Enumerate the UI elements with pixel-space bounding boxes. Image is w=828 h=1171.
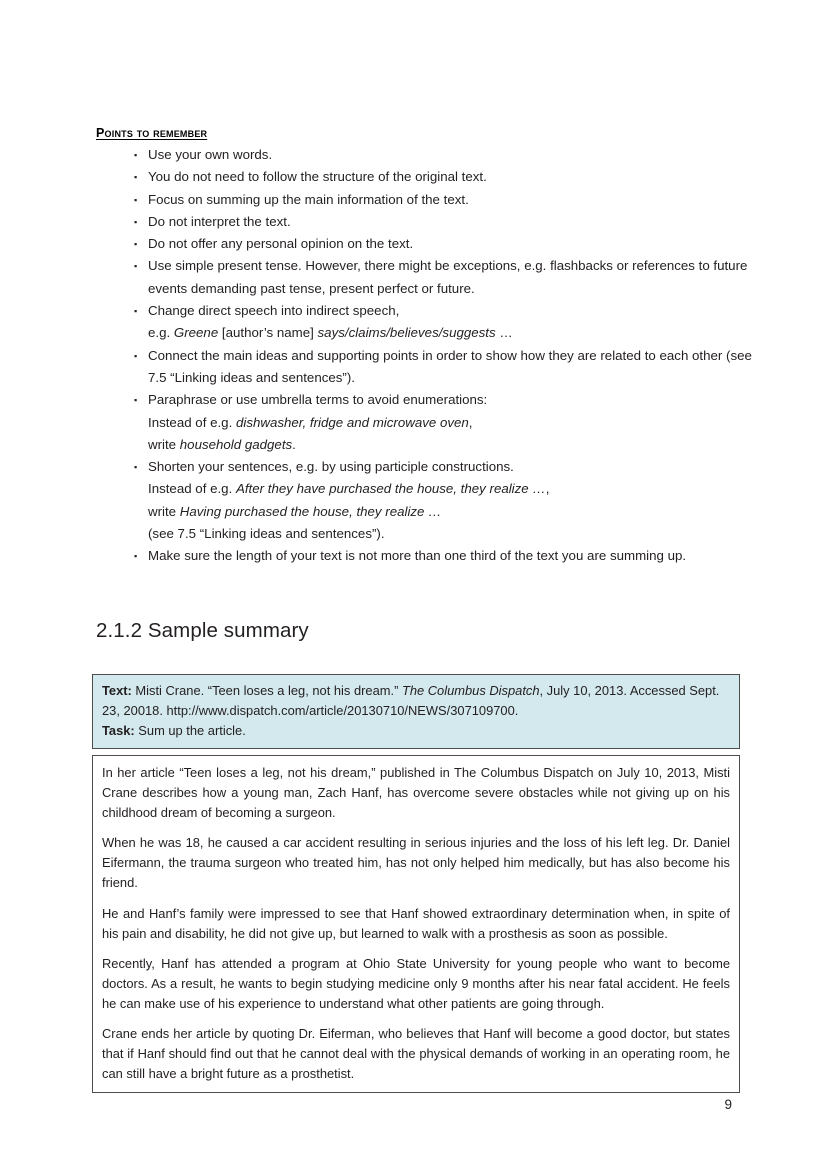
list-item-line: Change direct speech into indirect speech, [148,303,400,319]
square-bullet-icon: ▪ [134,350,138,361]
square-bullet-icon: ▪ [134,395,138,406]
task-box-line: Text: Misti Crane. “Teen loses a leg, not his dream.” The Columbus Dispatch, July 10, 2013. Accessed Sept. 23, 20018. http://www.dispatch.com/article/20130710/NEWS/307109700. [102,683,720,718]
list-item-line: You do not need to follow the structure of the original text. [148,169,487,185]
square-bullet-icon: ▪ [134,306,138,317]
square-bullet-icon: ▪ [134,216,138,227]
square-bullet-icon: ▪ [134,551,138,562]
list-item-line: Use your own words. [148,147,273,162]
list-item-line: e.g. Greene [author’s name] says/claims/believes/suggests … [148,325,513,341]
square-bullet-icon: ▪ [134,194,138,205]
summary-paragraph: Recently, Hanf has attended a program at Ohio State University for young people who want to become doctors. As a result, he wants to begin studying medicine only 9 months after his near fatal accident. He feels he can make use of his experience to understand what other patients are going through. [102,955,730,1011]
list-item-line: Shorten your sentences, e.g. by using participle constructions. [148,459,514,475]
task-box-line: Task: Sum up the article. [102,723,246,738]
list-item [96,189,756,211]
list-item-line: write Having purchased the house, they realize … [148,503,442,519]
square-bullet-icon: ▪ [134,239,138,250]
page-title: 2.1.2 Sample summary [96,619,309,642]
summary-paragraph: He and Hanf’s family were impressed to see that Hanf showed extraordinary determination when, in spite of his pain and disability, he did not give up, but learned to walk with a prosthesis as soon as possible. [102,905,730,941]
list-item-line: Make sure the length of your text is not more than one third of the text you are summing up. [148,548,687,564]
list-item [96,211,756,233]
list-item-line: Use simple present tense. However, there might be exceptions, e.g. flashbacks or references to future events demanding past tense, present perfect or future. [148,258,748,296]
list-item-line: Focus on summing up the main information of the text. [148,191,469,207]
points-to-remember-list [96,144,756,568]
summary-paragraph: When he was 18, he caused a car accident resulting in serious injuries and the loss of his left leg. Dr. Daniel Eifermann, the trauma surgeon who treated him, has not only helped him medically, but has also become his friend. [102,835,730,891]
sample-summary-box [92,755,740,1093]
list-item [96,345,756,390]
summary-paragraph: Crane ends her article by quoting Dr. Eiferman, who believes that Hanf will become a good doctor, but states that if Hanf should find out that he cannot deal with the physical demands of working in an operating room, he can still have a bright future as a prosthetist. [102,1026,730,1082]
list-item [96,545,756,567]
summary-paragraph: In her article “Teen loses a leg, not his dream,” published in The Columbus Dispatch on July 10, 2013, Misti Crane describes how a young man, Zach Hanf, has overcome severe obstacles while not giving up on his childhood dream of becoming a surgeon. [102,765,730,821]
list-item [96,233,756,255]
list-item-line: Connect the main ideas and supporting points in order to show how they are related to each other (see 7.5 “Linking ideas and sentences”). [148,347,752,385]
list-item [96,456,756,545]
list-item [96,255,756,300]
list-item [96,144,756,166]
page-number: 9 [724,1097,732,1112]
list-item-line: Instead of e.g. After they have purchased the house, they realize …, [148,481,550,497]
list-item-line: Instead of e.g. dishwasher, fridge and microwave oven, [148,414,473,430]
square-bullet-icon: ▪ [134,150,138,160]
list-item-line: (see 7.5 “Linking ideas and sentences”). [148,526,385,542]
list-item [96,166,756,188]
points-to-remember-heading: Points to remember [96,126,208,140]
square-bullet-icon: ▪ [134,261,138,272]
list-item [96,300,756,345]
list-item-line: Paraphrase or use umbrella terms to avoid enumerations: [148,392,488,408]
task-box [92,674,740,749]
square-bullet-icon: ▪ [134,462,138,473]
list-item [96,389,756,456]
list-item-line: Do not interpret the text. [148,213,291,229]
square-bullet-icon: ▪ [134,172,138,183]
list-item-line: Do not offer any personal opinion on the text. [148,236,414,252]
list-item-line: write household gadgets. [148,436,296,452]
